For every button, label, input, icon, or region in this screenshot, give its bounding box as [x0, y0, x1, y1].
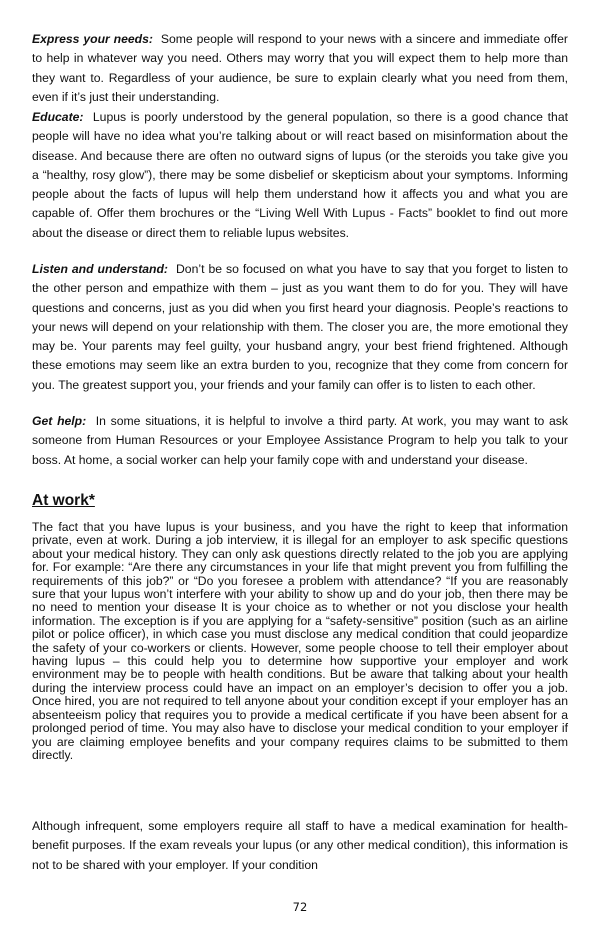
paragraph-body: Don’t be so focused on what you have to say that you forget to listen to the other person and empathize with them – just as you want them to do for you. They will have questions and concerns, just as you did when you first heard your diagnosis. People’s reactions to your news will depend on your relationship with them. The closer you are, the more emotional they may be. Your parents may feel guilty, your husband angry, your best friend frightened. Although these emotions may seem like an extra burden to you, recognize that they come from concern for you. The greatest support you, your friends and your family can offer is to listen to each other.	[32, 262, 569, 392]
paragraph-educate	[32, 108, 568, 243]
paragraph-at-work: The fact that you have lupus is your business, and you have the right to keep that information private, even at work. During a job interview, it is illegal for an employer to ask specific questions about your medical history. They can only ask questions directly related to the job you are applying for. For example: “Are there any circumstances in your life that might prevent you from fulfilling the requirements of this job?” or “Do you foresee a problem with attendance? “If you are reasonably sure that your lupus won’t interfere with your ability to show up and do your job, then there may be no need to mention your disease It is your choice as to whether or not you disclose your health information. The exception is if you are applying for a “safety-sensitive” position (such as an airline pilot or police officer), in which case you must disclose any medical condition that could jeopardize the safety of your co-workers or clients. However, some people choose to tell their employer about having lupus – this could help you to determine how supportive your employer and work environment may be to people with health conditions. But be aware that talking about your health during the interview process could have an impact on an employer’s decision to offer you a job. Once hired, you are not required to tell anyone about your condition except if your employer has an absenteeism policy that requires you to provide a medical certificate if you have been absent for a prolonged period of time. You may also have to disclose your medical condition to your employer if you are claiming employee benefits and your company requires claims to be submitted to them directly.	[32, 520, 568, 762]
paragraph-body: Some people will respond to your news with a sincere and immediate offer to help in whatever way you need. Others may worry that you will expect them to help more than they want to. Regardless of your audience, be sure to explain clearly what you need from them, even if it’s just their understanding.	[32, 32, 568, 104]
paragraph-lead: Express your needs:	[32, 32, 153, 46]
paragraph-body: In some situations, it is helpful to involve a third party. At work, you may want to ask someone from Human Resources or your Employee Assistance Program to help you talk to your boss. At home, a social worker can help your family cope with and understand your disease.	[32, 414, 568, 467]
paragraph-lead: Listen and understand:	[32, 262, 168, 276]
section-heading: At work*	[32, 492, 95, 509]
paragraph-express-needs	[32, 30, 568, 107]
paragraph-lead: Get help:	[32, 414, 87, 428]
paragraph-body: Lupus is poorly understood by the general population, so there is a good chance that people will have no idea what you’re talking about or will react based on misinformation about the disease. And because there are often no outward signs of lupus (or the steroids you take give you a “healthy, rosy glow”), there may be some disbelief or skepticism about your symptoms. Informing people about the facts of lupus will help them understand how it affects you and what you are capable of. Offer them brochures or the “Living Well With Lupus - Facts” booklet to find out more about the disease or direct them to reliable lupus websites.	[32, 110, 568, 240]
page-number: 72	[292, 900, 308, 914]
paragraph-medical-exam: Although infrequent, some employers require all staff to have a medical examination for health-benefit purposes. If the exam reveals your lupus (or any other medical condition), this information is not to be shared with your employer. If your condition	[32, 819, 568, 872]
paragraph-lead: Educate:	[32, 110, 84, 124]
paragraph-get-help	[32, 412, 568, 470]
paragraph-listen-understand	[32, 260, 568, 395]
